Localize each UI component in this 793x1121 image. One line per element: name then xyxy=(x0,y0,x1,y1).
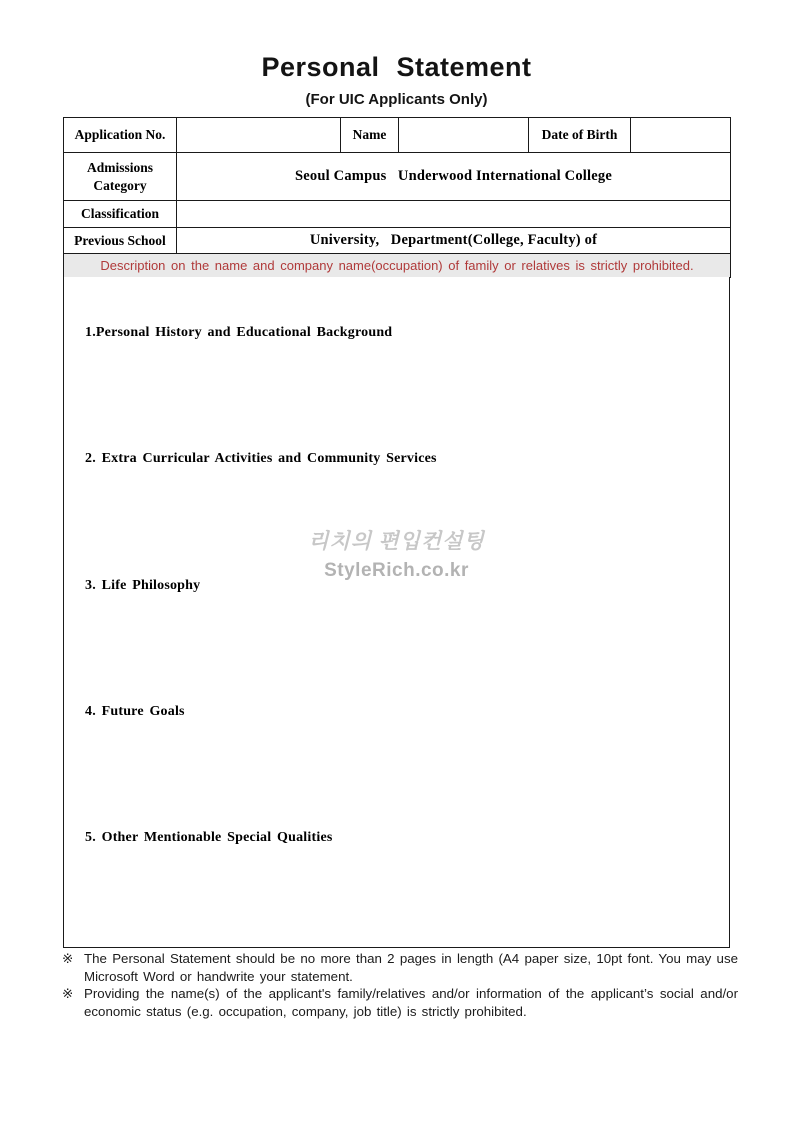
page-subtitle: (For UIC Applicants Only) xyxy=(305,91,488,108)
admissions-category-value: Seoul Campus Underwood International College xyxy=(177,153,731,201)
classification-field xyxy=(177,201,731,228)
section-heading-extra-curricular: 2. Extra Curricular Activities and Community Services xyxy=(85,451,437,466)
admissions-category-label: Admissions Category xyxy=(64,153,177,201)
section-heading-life-philosophy: 3. Life Philosophy xyxy=(85,578,201,593)
table-row xyxy=(64,118,731,153)
applicant-info-table xyxy=(63,117,731,278)
footnote-marker: ※ xyxy=(62,951,74,966)
previous-school-value: University, Department(College, Faculty) of xyxy=(177,228,731,254)
prohibition-notice: Description on the name and company name(occupation) of family or relatives is strictly prohibited. xyxy=(64,254,731,278)
section-heading-special-qualities: 5. Other Mentionable Special Qualities xyxy=(85,830,333,845)
watermark xyxy=(64,525,729,582)
table-row xyxy=(64,228,731,254)
footnote-text-prohibition: Providing the name(s) of the applicant's family/relatives and/or information of the applicant’s social and/or economic status (e.g. occupation, company, job title) is strictly prohibited. xyxy=(84,986,738,1019)
application-no-field xyxy=(177,118,341,153)
page-title: Personal Statement xyxy=(261,52,532,82)
footnote-item xyxy=(62,985,738,1020)
previous-school-label: Previous School xyxy=(64,228,177,254)
table-row xyxy=(64,153,731,201)
date-of-birth-field xyxy=(631,118,731,153)
date-of-birth-label: Date of Birth xyxy=(529,118,631,153)
classification-label: Classification xyxy=(64,201,177,228)
footnote-item xyxy=(62,950,738,985)
name-field xyxy=(399,118,529,153)
table-row xyxy=(64,201,731,228)
footnote-marker: ※ xyxy=(62,986,74,1001)
application-no-label: Application No. xyxy=(64,118,177,153)
section-heading-personal-history: 1.Personal History and Educational Background xyxy=(85,325,393,340)
statement-body-area xyxy=(63,277,730,948)
footnote-text-length-limit: The Personal Statement should be no more than 2 pages in length (A4 paper size, 10pt font. You may use Microsoft Word or handwrite your statement. xyxy=(84,951,738,984)
section-heading-future-goals: 4. Future Goals xyxy=(85,704,185,719)
watermark-site-text: StyleRich.co.kr xyxy=(324,560,469,581)
name-label: Name xyxy=(341,118,399,153)
footnotes xyxy=(62,950,738,1020)
table-row xyxy=(64,254,731,278)
watermark-korean-text: 리치의 편입컨설팅 xyxy=(308,529,485,553)
